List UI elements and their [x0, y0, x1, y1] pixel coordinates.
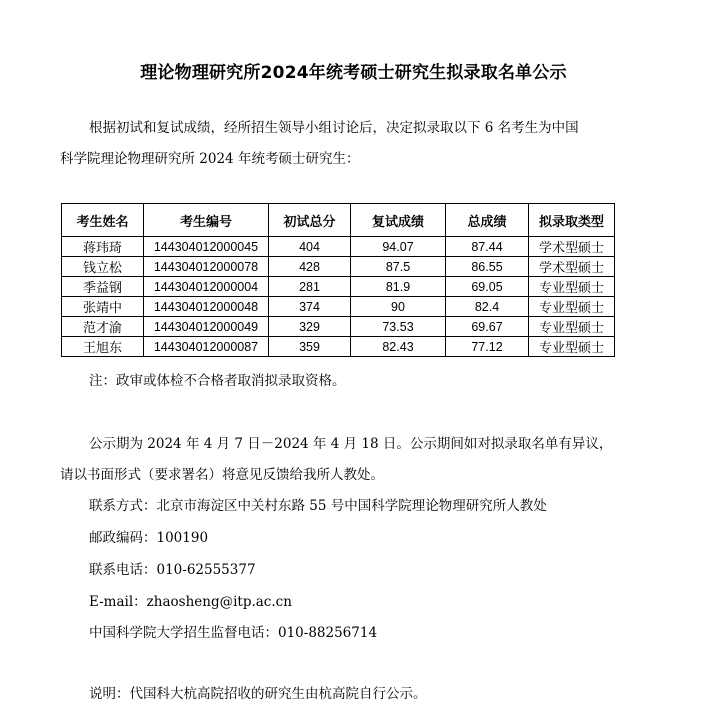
cell-total: 69.67	[446, 317, 529, 337]
cell-retest: 82.43	[351, 337, 446, 357]
explanation-note: 说明：代国科大杭高院招收的研究生由杭高院自行公示。	[89, 686, 427, 702]
cell-type: 专业型硕士	[529, 317, 615, 337]
table-row	[62, 337, 615, 357]
cell-type: 学术型硕士	[529, 237, 615, 257]
cell-retest: 87.5	[351, 257, 446, 277]
cell-name: 张靖中	[62, 297, 144, 317]
contact-email: E-mail：zhaosheng@itp.ac.cn	[89, 594, 292, 610]
cell-name: 蒋玮琦	[62, 237, 144, 257]
cell-name: 王旭东	[62, 337, 144, 357]
table-header-row	[62, 204, 615, 237]
cell-name: 季益钢	[62, 277, 144, 297]
cell-type: 专业型硕士	[529, 337, 615, 357]
cell-initial: 359	[269, 337, 351, 357]
cell-id: 144304012000004	[144, 277, 269, 297]
cell-id: 144304012000078	[144, 257, 269, 277]
header-total-score: 总成绩	[446, 204, 529, 237]
cell-initial: 329	[269, 317, 351, 337]
cell-initial: 281	[269, 277, 351, 297]
cell-type: 学术型硕士	[529, 257, 615, 277]
contact-phone: 联系电话：010-62555377	[89, 562, 256, 578]
cell-type: 专业型硕士	[529, 297, 615, 317]
supervision-phone: 中国科学院大学招生监督电话：010-88256714	[89, 625, 378, 641]
header-retest-score: 复试成绩	[351, 204, 446, 237]
cell-id: 144304012000045	[144, 237, 269, 257]
cell-total: 82.4	[446, 297, 529, 317]
publicity-period-line-2: 请以书面形式（要求署名）将意见反馈给我所人教处。	[60, 467, 384, 483]
cell-retest: 94.07	[351, 237, 446, 257]
cell-name: 范才渝	[62, 317, 144, 337]
header-initial-score: 初试总分	[269, 204, 351, 237]
disqualification-note: 注：政审或体检不合格者取消拟录取资格。	[89, 373, 346, 389]
header-candidate-name: 考生姓名	[62, 204, 144, 237]
header-candidate-id: 考生编号	[144, 204, 269, 237]
header-admission-type: 拟录取类型	[529, 204, 615, 237]
cell-initial: 404	[269, 237, 351, 257]
publicity-period-line-1: 公示期为 2024 年 4 月 7 日－2024 年 4 月 18 日。公示期间如对拟录取名单有异议，	[89, 436, 613, 452]
cell-id: 144304012000087	[144, 337, 269, 357]
cell-total: 87.44	[446, 237, 529, 257]
cell-retest: 90	[351, 297, 446, 317]
table-row	[62, 317, 615, 337]
table-row	[62, 237, 615, 257]
intro-paragraph-line-2: 科学院理论物理研究所 2024 年统考硕士研究生：	[60, 151, 360, 167]
table-row	[62, 297, 615, 317]
document-title: 理论物理研究所2024年统考硕士研究生拟录取名单公示	[140, 63, 567, 83]
cell-total: 69.05	[446, 277, 529, 297]
intro-paragraph-line-1: 根据初试和复试成绩，经所招生领导小组讨论后，决定拟录取以下 6 名考生为中国	[89, 120, 579, 136]
cell-type: 专业型硕士	[529, 277, 615, 297]
cell-total: 77.12	[446, 337, 529, 357]
cell-id: 144304012000049	[144, 317, 269, 337]
cell-initial: 428	[269, 257, 351, 277]
contact-address: 联系方式：北京市海淀区中关村东路 55 号中国科学院理论物理研究所人教处	[89, 498, 547, 514]
cell-retest: 81.9	[351, 277, 446, 297]
table-row	[62, 277, 615, 297]
cell-initial: 374	[269, 297, 351, 317]
cell-retest: 73.53	[351, 317, 446, 337]
table-row	[62, 257, 615, 277]
cell-name: 钱立松	[62, 257, 144, 277]
cell-id: 144304012000048	[144, 297, 269, 317]
admission-table	[61, 203, 615, 357]
cell-total: 86.55	[446, 257, 529, 277]
postal-code: 邮政编码：100190	[89, 530, 209, 546]
